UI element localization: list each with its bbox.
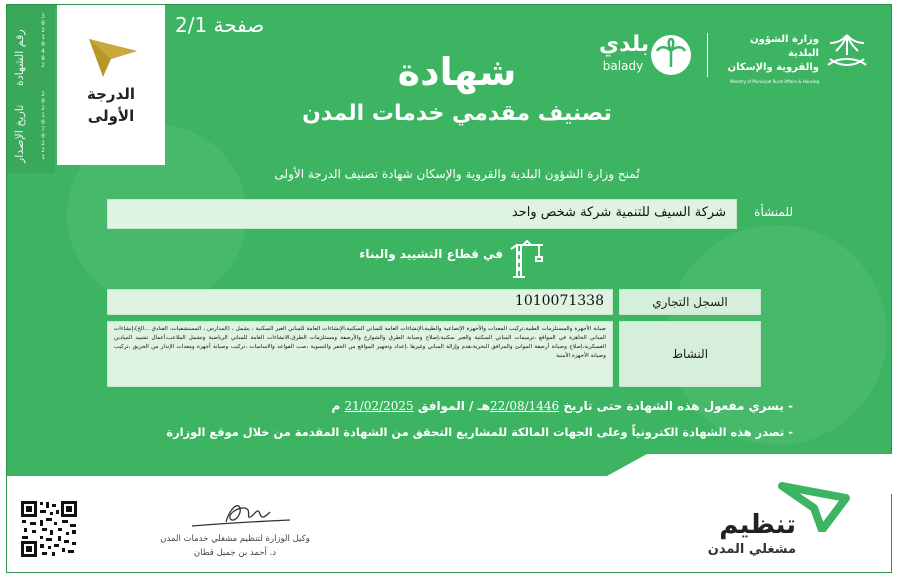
digit: 2 [41,91,45,98]
page-number: صفحة 2/1 [175,13,265,37]
digit: 0 [41,41,45,48]
grade-label-line2: الأولى [87,107,135,125]
digit: 0 [41,119,45,126]
issue-date-label: تاريخ الإصدار [13,104,26,164]
footer-wave-shape [7,454,893,494]
digit: 1 [41,34,45,41]
grade-arrow-icon [85,29,141,79]
activity-value-field: صيانة الأجهزة والمستلزمات الطبية،تركيب المعدات والأجهزة الإتصاعية والطبية،الإنشاءات العامة للمباني السكنية،الإنشاءات العامة للمباني الغير السكنية ، يشمل ، (المدارس ، المستشفيات، الفنادق ...الخ)،إنشاءات المباني الجاهزة في المواقع ،ترميمات المباني السكنية والغير سكنية،إصلاح وصيانة الطرق والشوارع والأرصفة ومستلزمات الطرق،الانشاءات العامة للمباني الرياضية وتشمل الملاعب،أعمال تشييد الميادين العسكرية،إصلاح وصيانة أرصفة الموانئ والمرافق البحرية،هدم وإزالة المباني وغيرها ،إعداد وتجهيز المواقع من الحفر والتسوية ،صب القواعد والاساسات ،تركيب وصيانة أجهزة ومعدات الإنذار من الحريق ،تركيب وصيانة الأجهزة الأمنية [107,321,613,387]
digit: 2 [41,147,45,154]
certificate-subtitle: تصنيف مقدمي خدمات المدن [302,101,612,126]
crane-icon [507,239,547,279]
ministry-name-line2: والقروية والإسكان [727,62,819,73]
digit: 0 [41,98,45,105]
tanzeem-title: تنظيم [719,510,796,540]
validity-prefix: - يسري مفعول هذه الشهادة حتى تاريخ [563,399,793,413]
signature-image [186,498,296,532]
digit: 2 [41,27,45,34]
establishment-field: شركة السيف للتنمية شركة شخص واحد [107,199,737,229]
digit: 1 [41,154,45,161]
cert-number-label: رقم الشهادة [13,29,26,87]
hijri-date: 22/08/1446 [490,399,560,413]
header-divider [707,33,708,77]
ministry-name-line1: وزارة الشؤون البلدية [750,34,819,59]
signatory-name: د. أحمد بن جميل قطان [193,548,277,558]
signatory-title: وكيل الوزارة لتنظيم مشغلي خدمات المدن [160,534,310,544]
digit: 1 [41,112,45,119]
cr-value-field: 1010071338 [107,289,613,315]
digit: 8 [41,55,45,62]
hijri-suffix: هـ [477,399,491,413]
cert-number-value [39,13,47,69]
activity-label: النشاط [619,321,761,387]
digit: 2 [41,140,45,147]
qr-code-image [18,498,80,560]
digit: 0 [41,133,45,140]
digit: 4 [41,48,45,55]
tanzeem-subtitle: مشغلي المدن [707,542,796,557]
date-separator: / [469,399,474,413]
validity-line [285,399,793,419]
certificate-title: شهادة [397,50,517,94]
ministry-name-english: Ministry of Municipal Rural Affairs & Housing [730,79,819,84]
balady-english: balady [602,59,644,73]
intro-text: تُمنح وزارة الشؤون البلدية والقروية والإسكان شهادة تصنيف الدرجة الأولى [274,167,640,181]
digit: 2 [41,105,45,112]
gregorian-suffix: م [331,399,341,413]
qr-code[interactable] [18,498,80,560]
sector-text: في قطاع التشييد والبناء [359,247,503,261]
gregorian-date: 21/02/2025 [344,399,414,413]
issue-date-value [39,91,47,161]
ministry-name [719,33,819,89]
grade-label-line1: الدرجة [87,85,135,103]
ministry-palm-swords-icon [822,29,872,75]
balady-arabic: بلدي [599,32,650,57]
digit: 3 [41,13,45,20]
establishment-label: للمنشأة [754,205,793,219]
cr-label: السجل التجاري [619,289,761,315]
digit: 2 [41,62,45,69]
grade-badge [57,5,165,165]
corresponding-label: الموافق [417,399,465,413]
certificate [6,4,892,573]
verification-note: - تصدر هذه الشهادة الكترونياً وعلى الجهات المالكة للمشاريع التحقق من الشهادة المقدمة من خلال موقع الوزارة [166,425,793,439]
digit: 7 [41,126,45,133]
digit: 0 [41,20,45,27]
